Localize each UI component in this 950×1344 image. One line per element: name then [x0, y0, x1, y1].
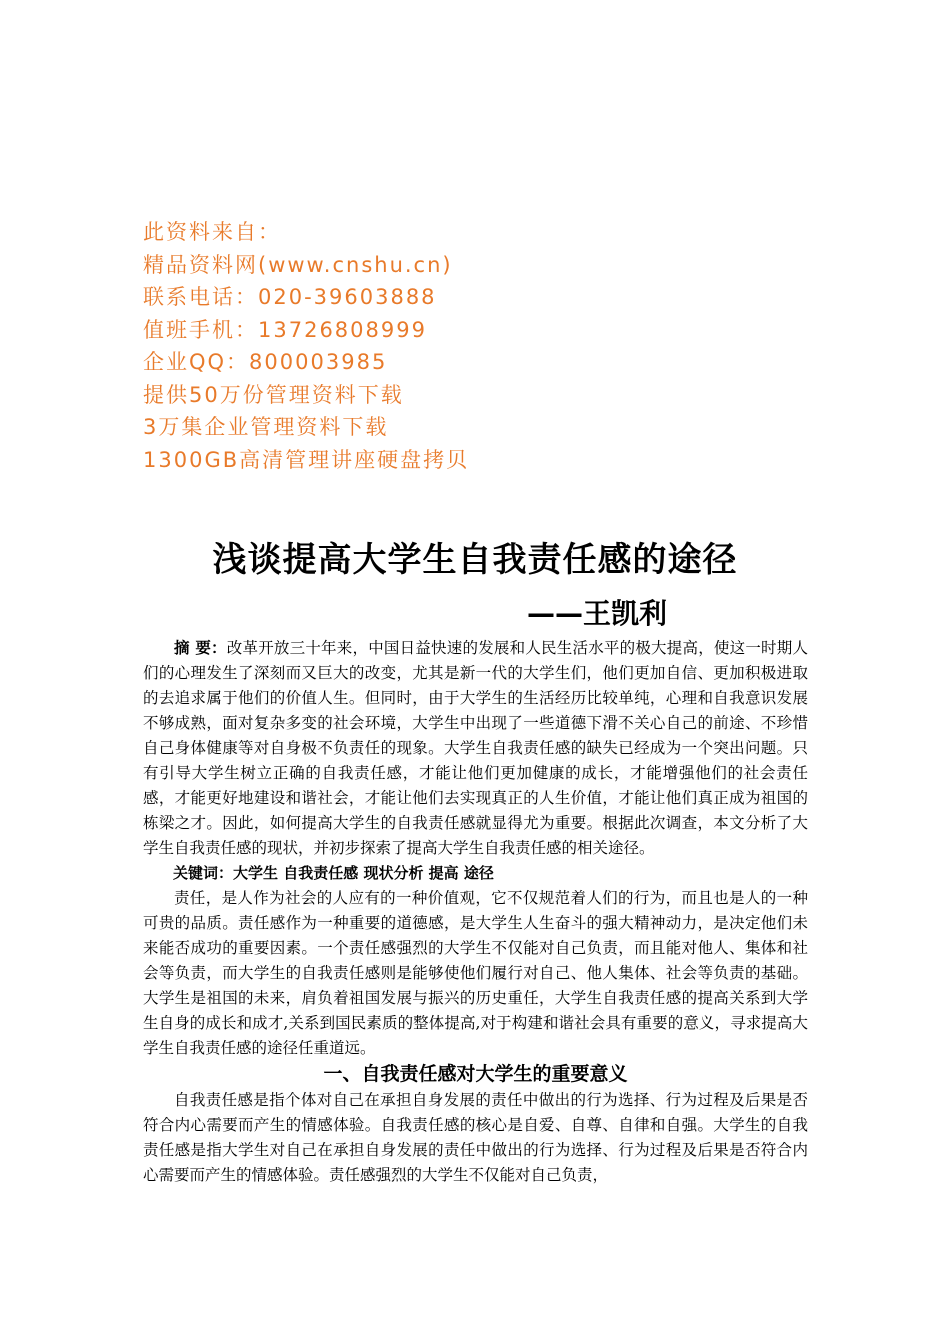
source-line-offer-3: 1300GB高清管理讲座硬盘拷贝 — [143, 447, 470, 472]
keywords: 关键词：大学生 自我责任感 现状分析 提高 途径 — [173, 864, 494, 882]
source-line-website: 精品资料网(www.cnshu.cn) — [143, 252, 453, 277]
source-line-qq: 企业QQ：800003985 — [143, 350, 388, 374]
abstract-label: 摘 要： — [174, 639, 227, 657]
source-info-block — [143, 216, 743, 476]
source-line-offer-2: 3万集企业管理资料下载 — [143, 415, 389, 439]
section-paragraph: 自我责任感是指个体对自己在承担自身发展的责任中做出的行为选择、行为过程及后果是否符合内心需要而产生的情感体验。自我责任感的核心是自爱、自尊、自律和自强。大学生的自我责任感是指大学生对自己在承担自身发展的责任中做出的行为选择、行为过程及后果是否符合内心需要而产生的情感体验。责任感强烈的大学生不仅能对自己负责， — [143, 1091, 808, 1184]
article-body — [143, 636, 808, 1188]
abstract-paragraph — [143, 636, 808, 861]
intro-paragraph: 责任，是人作为社会的人应有的一种价值观，它不仅规范着人们的行为，而且也是人的一种可贵的品质。责任感作为一种重要的道德感，是大学生人生奋斗的强大精神动力，是决定他们未来能否成功的重要因素。一个责任感强烈的大学生不仅能对自己负责，而且能对他人、集体和社会等负责，而大学生的自我责任感则是能够使他们履行对自己、他人集体、社会等负责的基础。大学生是祖国的未来，肩负着祖国发展与振兴的历史重任，大学生自我责任感的提高关系到大学生自身的成长和成才,关系到国民素质的整体提高,对于构建和谐社会具有重要的意义，寻求提高大学生自我责任感的途径任重道远。 — [143, 889, 808, 1057]
source-line-phone: 联系电话：020-39603888 — [143, 285, 437, 309]
source-line-header: 此资料来自： — [143, 220, 281, 244]
source-line-mobile: 值班手机：13726808999 — [143, 317, 427, 342]
source-line-offer-1: 提供50万份管理资料下载 — [143, 382, 404, 407]
article-author: ——王凯利 — [527, 597, 668, 630]
abstract-text: 改革开放三十年来，中国日益快速的发展和人民生活水平的极大提高，使这一时期人们的心理发生了深刻而又巨大的改变，尤其是新一代的大学生们，他们更加自信、更加积极进取的去追求属于他们的价值人生。但同时，由于大学生的生活经历比较单纯，心理和自我意识发展不够成熟，面对复杂多变的社会环境，大学生中出现了一些道德下滑不关心自己的前途、不珍惜自己身体健康等对自身极不负责任的现象。大学生自我责任感的缺失已经成为一个突出问题。只有引导大学生树立正确的自我责任感，才能让他们更加健康的成长，才能增强他们的社会责任感，才能更好地建设和谐社会，才能让他们去实现真正的人生价值，才能让他们真正成为祖国的栋梁之才。因此，如何提高大学生的自我责任感就显得尤为重要。根据此次调查，本文分析了大学生自我责任感的现状，并初步探索了提高大学生自我责任感的相关途径。 — [143, 639, 808, 857]
article-title: 浅谈提高大学生自我责任感的途径 — [212, 540, 738, 580]
section-heading: 一、自我责任感对大学生的重要意义 — [323, 1063, 628, 1085]
